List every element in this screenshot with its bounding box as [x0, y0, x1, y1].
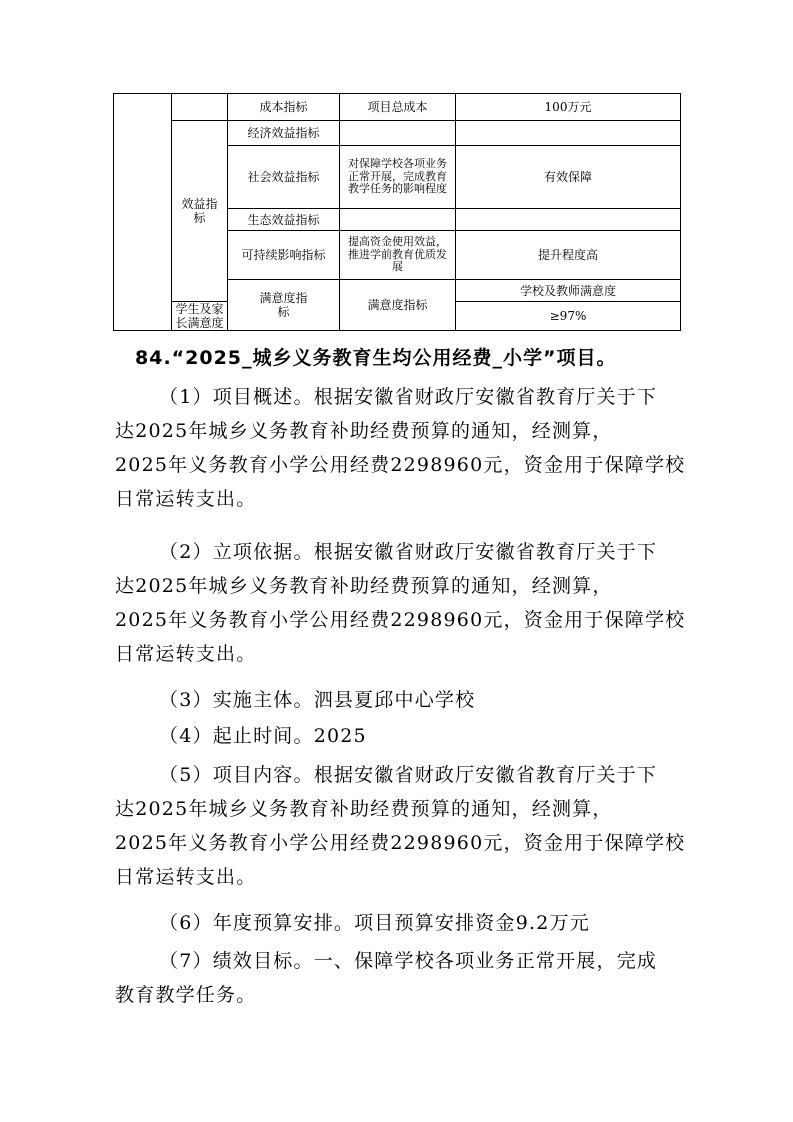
paragraph-line: 达2025年城乡义务教育补助经费预算的通知，经测算，	[115, 420, 613, 442]
level3-indicator-cell: 生态效益指标	[228, 209, 340, 231]
level1-indicator-cell	[114, 94, 172, 331]
paragraph-line: 日常运转支出。	[115, 488, 257, 510]
paragraph-implementer	[115, 683, 685, 717]
paragraph-budget	[115, 906, 685, 940]
paragraph-line: （1）项目概述。根据安徽省财政厅安徽省教育厅关于下	[159, 386, 658, 408]
indicator-detail-cell: 项目总成本	[340, 94, 456, 121]
indicator-detail-cell	[340, 121, 456, 146]
indicator-value-cell	[456, 209, 681, 231]
paragraph-line: 达2025年城乡义务教育补助经费预算的通知，经测算，	[115, 798, 613, 820]
paragraph-line: 教育教学任务。	[115, 984, 257, 1006]
paragraph-line: 日常运转支出。	[115, 866, 257, 888]
indicator-value-cell: ≥97%	[456, 302, 681, 331]
paragraph-line: 达2025年城乡义务教育补助经费预算的通知，经测算，	[115, 575, 613, 597]
paragraph-line: （5）项目内容。根据安徽省财政厅安徽省教育厅关于下	[159, 764, 658, 786]
paragraph-content	[115, 758, 685, 894]
paragraph-period	[115, 719, 685, 753]
paragraph-line: （4）起止时间。2025	[159, 725, 367, 747]
indicator-detail-cell: 学校及教师满意度	[456, 280, 681, 302]
indicator-detail-cell: 学生及家长满意度	[172, 302, 228, 331]
indicator-value-cell: 有效保障	[456, 146, 681, 209]
level3-indicator-cell: 成本指标	[228, 94, 340, 121]
paragraph-line: （6）年度预算安排。项目预算安排资金9.2万元	[159, 912, 590, 934]
paragraph-line: 2025年义务教育小学公用经费2298960元，资金用于保障学校	[115, 609, 686, 631]
level3-indicator-cell: 可持续影响指标	[228, 231, 340, 280]
level2-indicator-cell	[172, 121, 228, 302]
paragraph-line: 2025年义务教育小学公用经费2298960元，资金用于保障学校	[115, 454, 686, 476]
paragraph-line: （3）实施主体。泗县夏邱中心学校	[159, 689, 476, 711]
level3-indicator-cell: 满意度指标	[340, 280, 456, 331]
indicator-value-cell	[456, 121, 681, 146]
table-row	[114, 121, 681, 146]
paragraph-line: 2025年义务教育小学公用经费2298960元，资金用于保障学校	[115, 832, 686, 854]
paragraph-goal	[115, 944, 685, 1012]
paragraph-overview	[115, 380, 685, 516]
benefit-group-label: 效益指标	[181, 197, 218, 225]
indicator-value-cell: 100万元	[456, 94, 681, 121]
indicator-detail-cell: 提高资金使用效益，推进学前教育优质发展	[340, 231, 456, 280]
level3-indicator-cell: 社会效益指标	[228, 146, 340, 209]
level2-indicator-cell	[172, 94, 228, 121]
level3-indicator-cell: 经济效益指标	[228, 121, 340, 146]
level2-indicator-cell	[228, 280, 340, 331]
indicator-detail-cell: 对保障学校各项业务正常开展，完成教育教学任务的影响程度	[340, 146, 456, 209]
paragraph-line: （2）立项依据。根据安徽省财政厅安徽省教育厅关于下	[159, 541, 658, 563]
table-row	[114, 94, 681, 121]
paragraph-line: 日常运转支出。	[115, 643, 257, 665]
performance-indicator-table	[113, 93, 681, 331]
paragraph-line: （7）绩效目标。一、保障学校各项业务正常开展，完成	[159, 950, 658, 972]
indicator-value-cell: 提升程度高	[456, 231, 681, 280]
indicator-detail-cell	[340, 209, 456, 231]
project-heading: 84.“2025_城乡义务教育生均公用经费_小学”项目。	[135, 347, 617, 369]
satisfaction-group-label: 满意度指标	[259, 291, 308, 319]
paragraph-basis	[115, 535, 685, 671]
